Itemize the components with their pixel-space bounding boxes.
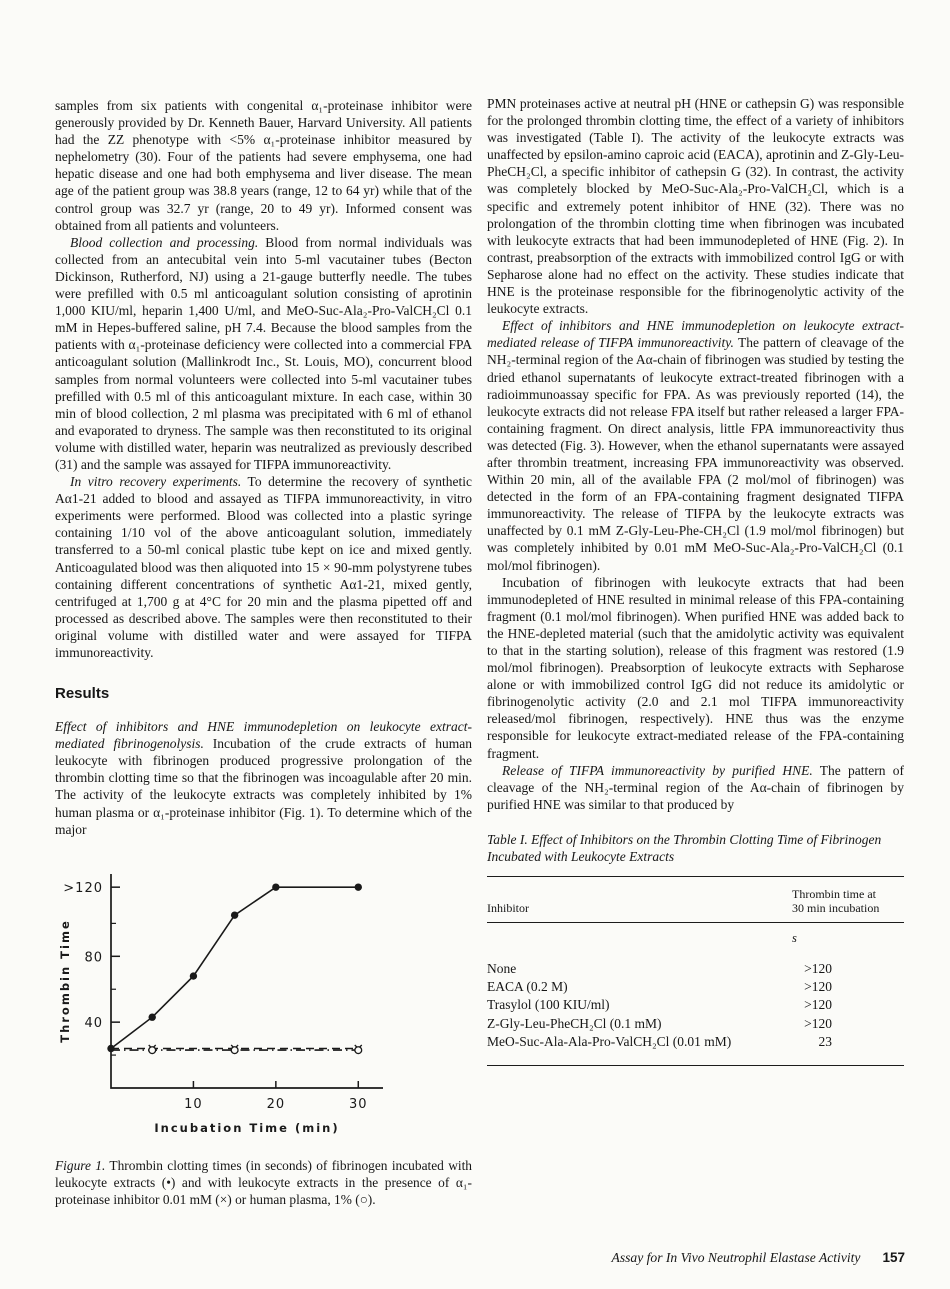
- paragraph-lead: Release of TIFPA immunoreactivity by purified HNE.: [502, 762, 813, 778]
- paragraph-text: To determine the recovery of synthetic Aα1-21 added to blood and assayed as TIFPA immunoreactivity, in vitro experiments were performed. Blood was collected into a plastic syringe containing 1/10 vol of the above anticoagulant solution, immediately transferred to a 50-ml conical plastic tube kept on ice and mixed gently. Anticoagulated blood was then aliquoted into 15 × 90-mm polystyrene tubes containing different concentrations of synthetic Aα1-21, mixed gently, centrifuged at 1,700 g at 4°C for 20 min and the plasma pipetted off and processed as described above. The samples were then reconstituted to their original volume with distilled water and were assayed for TIFPA immunoreactivity.: [55, 474, 472, 660]
- paragraph: [487, 574, 904, 762]
- paragraph-text: The pattern of cleavage of the NH₂-terminal region of the Aα-chain of fibrinogen by purified HNE was similar to that produced by: [487, 762, 904, 812]
- table-header-row: [487, 877, 904, 922]
- svg-text:Thrombin Time: Thrombin Time: [58, 918, 72, 1043]
- table-row: [487, 996, 904, 1014]
- paragraph-text: Incubation of the crude extracts of human leukocyte with fibrinogen produced progressive prolongation of the thrombin clotting time so that the fibrinogen was incoagulable after 20 min. The activity of the leukocyte extracts was completely inhibited by 1% human plasma or α₁-proteinase inhibitor (Fig. 1). To determine which of the major: [55, 736, 472, 837]
- table-row: [487, 960, 904, 978]
- paragraph: [55, 473, 472, 661]
- paragraph-text: Incubation of fibrinogen with leukocyte extracts that had been immunodepleted of HNE resulted in minimal release of this FPA-containing fragment (0.1 mol/mol fibrinogen). When purified HNE was added back to the HNE-depleted material (such that the amidolytic activity was equivalent to that in the starting solution), release of this fragment was restored (1.9 mol/mol fibrinogen). Preabsorption of leukocyte extracts with Sepharose alone or with immobilized control IgG did not reduce its amidolytic or fibrinogenolytic activity (2.0 and 2.1 mol TIFPA immunoreactivity released/mol fibrinogen, respectively). HNE thus was the enzyme responsible for leukocyte extract-mediated release of the FPA-containing fragment.: [487, 574, 904, 761]
- paragraph-lead: In vitro recovery experiments.: [70, 474, 242, 490]
- table-col2-header-line1: Thrombin time at: [792, 886, 876, 901]
- page-number: 157: [882, 1250, 905, 1265]
- svg-text:10: 10: [184, 1096, 203, 1112]
- figure-caption-text: Thrombin clotting times (in seconds) of fibrinogen incubated with leukocyte extracts (•) and with leukocyte extracts in the presence of α₁-proteinase inhibitor 0.01 mM (×) or human plasma, 1% (○).: [55, 1157, 473, 1207]
- table-1-title: Table I. Effect of Inhibitors on the Thrombin Clotting Time of Fibrinogen Incubated with Leukocyte Extracts: [487, 831, 882, 865]
- paragraph-text: PMN proteinases active at neutral pH (HNE or cathepsin G) was responsible for the prolonged thrombin clotting time, the effect of a variety of inhibitors was investigated (Table I). The activity of the leukocyte extracts was unaffected by epsilon-amino caproic acid (EACA), aprotinin and Z-Gly-Leu-PheCH₂Cl, a specific inhibitor of cathepsin G (32). In contrast, the activity was completely blocked by MeO-Suc-Ala₂-Pro-ValCH₂Cl, which is a specific and extremely potent inhibitor of HNE (32). There was no prolongation of the thrombin clotting time when fibrinogen was incubated with leukocyte extracts that had been immunodepleted of HNE (Fig. 2). In contrast, preabsorption of the extracts with immobilized control IgG or with Sepharose alone had no effect on the activity. These studies indicate that HNE is the proteinase responsible for the fibrinogenolytic activity of the leukocyte extracts.: [487, 96, 904, 317]
- table-units-row: [487, 923, 904, 960]
- table-rule-bottom: [487, 1065, 904, 1066]
- paragraph: [55, 718, 472, 838]
- paragraph: [55, 234, 472, 473]
- table-cell-value: >120: [804, 1015, 832, 1031]
- running-title: Assay for In Vivo Neutrophil Elastase Activity: [611, 1250, 861, 1265]
- svg-text:30: 30: [348, 1096, 368, 1112]
- left-column: [55, 97, 472, 1208]
- table-cell-value: >120: [804, 997, 832, 1013]
- paragraph-lead: Blood collection and processing.: [70, 234, 259, 250]
- paragraph: [55, 97, 472, 234]
- thrombin-time-line-chart: [55, 856, 395, 1146]
- table-cell-inhibitor: Trasylol (100 KIU/ml): [487, 997, 610, 1013]
- table-col1-header: Inhibitor: [487, 900, 529, 915]
- paragraph-lead: Effect of inhibitors and HNE immunodepletion on leukocyte extract-mediated fibrinogenolysis.: [55, 719, 472, 752]
- svg-text:40: 40: [84, 1015, 103, 1031]
- table-row: [487, 1015, 904, 1033]
- svg-text:80: 80: [84, 950, 103, 966]
- paragraph: [487, 317, 904, 573]
- paragraph-text: Blood from normal individuals was collected from an antecubital vein into 5-ml vacutainer tubes (Becton Dickinson, Rutherford, NJ) using a 21-gauge butterfly needle. The tubes were prefilled with 0.5 ml anticoagulant solution consisting of aprotinin 1,000 KIU/ml, heparin 1,400 U/ml, and MeO-Suc-Ala₂-Pro-ValCH₂Cl 0.1 mM in Hepes-buffered saline, pH 7.4. Because the blood samples from the patients with α₁-proteinase deficiency were collected into a commercial FPA anticoagulant solution (Mallinkrodt Inc., St. Louis, MO), concurrent blood samples from normal volunteers were collected into 5-ml vacutainer tubes prefilled with 0.5 ml of this anticoagulant mixture. In each case, within 30 min of blood collection, 2 ml plasma was precipitated with 6 ml of ethanol and evaporated to dryness. The sample was then reconstituted to its original volume with distilled water, heparin was neutralized as previously described (31) and the sample was assayed for TIFPA immunoreactivity.: [55, 234, 472, 472]
- page-footer: [487, 1250, 905, 1266]
- table-cell-value: >120: [804, 979, 832, 995]
- table-row: [487, 978, 904, 996]
- table-cell-inhibitor: EACA (0.2 M): [487, 979, 568, 995]
- table-body: [487, 960, 904, 1065]
- table-cell-value: >120: [804, 960, 832, 976]
- paragraph-lead: Effect of inhibitors and HNE immunodepletion on leukocyte extract-mediated release of TIFPA immunoreactivity.: [487, 318, 904, 351]
- figure-caption-label: Figure 1.: [55, 1157, 106, 1173]
- table-1: [487, 831, 904, 1066]
- table-units-label: s: [792, 930, 797, 945]
- figure-1-caption: [55, 1158, 472, 1209]
- table-col2-header-line2: 30 min incubation: [792, 901, 880, 916]
- table-col2-header: [792, 887, 904, 916]
- table-cell-inhibitor: Z-Gly-Leu-PheCH₂Cl (0.1 mM): [487, 1015, 662, 1031]
- svg-text:>120: >120: [63, 880, 103, 896]
- table-cell-inhibitor: None: [487, 960, 517, 976]
- svg-text:20: 20: [266, 1096, 286, 1112]
- paragraph-text: samples from six patients with congenital α₁-proteinase inhibitor were generously provided by Dr. Kenneth Bauer, Harvard University. All patients had the ZZ phenotype with <5% α₁-proteinase inhibitor measured by nephelometry (30). Four of the patients had severe emphysema, one had hepatic disease and one had both emphysema and liver disease. The mean age of the patient group was 38.8 years (range, 12 to 64 yr) while that of the control group was 32.7 yr (range, 20 to 49 yr). Informed consent was obtained from all patients and volunteers.: [55, 98, 472, 233]
- table-cell-value: 23: [818, 1033, 832, 1049]
- paragraph: [487, 762, 904, 813]
- figure-1: [55, 856, 472, 1209]
- paragraph-text: The pattern of cleavage of the NH₂-terminal region of the Aα-chain of fibrinogen was studied by testing the dried ethanol supernatants of leukocyte extract-treated fibrinogen with a radioimmunoassay specific for FPA. As was previously reported (14), the leukocyte extracts did not release FPA itself but rather released a larger FPA-containing fragment. On direct analysis, little FPA immunoreactivity thus was detected (Fig. 3). However, when the ethanol supernatants were assayed after thrombin treatment, increasing FPA immunoreactivity was observed. Within 20 min, all of the available FPA (2 mol/mol of fibrinogen) was detected in the form of an FPA-containing fragment designated TIFPA immunoreactivity. The release of TIFPA by the leukocyte extracts was unaffected by 0.1 mM Z-Gly-Leu-Phe-CH₂Cl (1.9 mol/mol fibrinogen) but was completely inhibited by 0.01 mM MeO-Suc-Ala₂-Pro-ValCH₂Cl (0.1 mol/mol fibrinogen).: [487, 335, 904, 573]
- right-column: [487, 95, 904, 1066]
- section-heading-results: Results: [55, 685, 110, 703]
- table-cell-inhibitor: MeO-Suc-Ala-Ala-Pro-ValCH₂Cl (0.01 mM): [487, 1033, 732, 1049]
- paragraph: [487, 95, 904, 317]
- svg-text:Incubation Time (min): Incubation Time (min): [154, 1120, 340, 1135]
- table-row: [487, 1033, 904, 1051]
